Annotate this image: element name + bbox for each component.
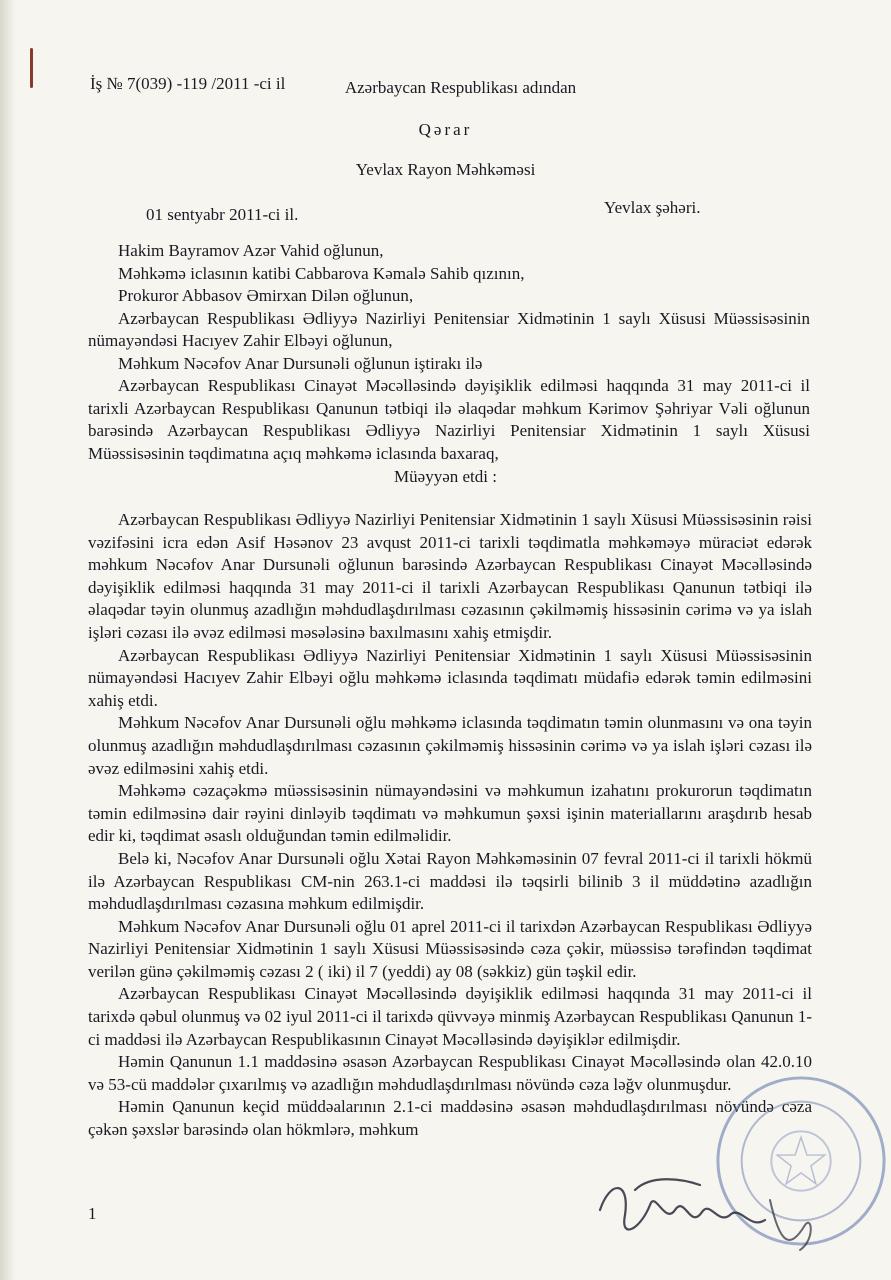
participants-section xyxy=(88,240,810,465)
decision-body xyxy=(88,509,812,1142)
signature-icon xyxy=(590,1170,820,1260)
body-paragraph: Həmin Qanunun keçid müddəalarının 2.1-ci maddəsinə əsasən məhdudlaşdırılması növündə cəza çəkən şəxslər barəsində olan hökmlərə, məhkum xyxy=(88,1097,812,1140)
case-number: İş № 7(039) -119 /2011 -ci il xyxy=(90,74,286,93)
intro-paragraph: Azərbaycan Respublikası Cinayət Məcəlləsində dəyişiklik edilməsi haqqında 31 may 2011-ci il tarixli Azərbaycan Respublikası Qanunun tətbiqi ilə əlaqədar məhkum Kərimov Şəhriyar Vəli oğlunun barəsində Azərbaycan Respublikası Ədliyyə Nazirliyi Penitensiar Xidmətinin 1 saylı Xüsusi Müəssisəsinin təqdimatına açıq məhkəmə iclasında baxaraq, xyxy=(88,376,810,463)
body-paragraph: Belə ki, Nəcəfov Anar Dursunəli oğlu Xətai Rayon Məhkəməsinin 07 fevral 2011-ci il tarixli hökmü ilə Azərbaycan Respublikası CM-nin 263.1-ci maddəsi ilə təqsirli bilinib 3 il müddətinə azadlığın məhdudlaşdırılması cəzasına məhkum edilmişdir. xyxy=(88,848,812,914)
page-edge xyxy=(0,0,14,1280)
participant-secretary: Məhkəmə iclasının katibi Cabbarova Kəmalə Sahib qızının, xyxy=(118,263,525,283)
participant-convict: Məhkum Nəcəfov Anar Dursunəli oğlunun iştirakı ilə xyxy=(118,353,483,373)
issuer-line: Azərbaycan Respublikası adından xyxy=(344,78,577,97)
decision-date: 01 sentyabr 2011-ci il. xyxy=(146,205,299,224)
participant-representative: Azərbaycan Respublikası Ədliyyə Nazirliyi Penitensiar Xidmətinin 1 saylı Xüsusi Müəssisəsinin nümayəndəsi Hacıyev Zahir Elbəyi oğlunun, xyxy=(88,308,810,350)
court-name: Yevlax Rayon Məhkəməsi xyxy=(355,160,536,179)
decision-place: Yevlax şəhəri. xyxy=(604,198,701,217)
participant-prosecutor: Prokuror Abbasov Əmirxan Dilən oğlunun, xyxy=(118,286,414,305)
body-paragraph: Azərbaycan Respublikası Cinayət Məcəlləsində dəyişiklik edilməsi haqqında 31 may 2011-ci il tarixdə qəbul olunmuş və 02 iyul 2011-ci il tarixdə qüvvəyə minmiş Azərbaycan Respublikası Qanunun 1-ci maddəsi ilə Azərbaycan Respublikasının Cinayət Məcəlləsində dəyişiklər edilmişdir. xyxy=(88,984,812,1049)
page-number: 1 xyxy=(88,1204,97,1223)
body-paragraph: Azərbaycan Respublikası Ədliyyə Nazirliyi Penitensiar Xidmətinin 1 saylı Xüsusi Müəssisəsinin nümayəndəsi Hacıyev Zahir Elbəyi oğlu məhkəmə iclasında təqdimatı müdafiə edərək təmin edilməsini xahiş etdi. xyxy=(88,645,812,710)
body-paragraph: Məhkum Nəcəfov Anar Dursunəli oğlu məhkəmə iclasında təqdimatın təmin olunmasını və ona təyin olunmuş azadlığın məhdudlaşdırılması cəzasının çəkilməmiş hissəsinin cərimə və ya islah işləri cəzası ilə əvəz edilməsini xahiş etdi. xyxy=(88,713,812,778)
body-paragraph: Məhkəmə cəzaçəkmə müəssisəsinin nümayəndəsini və məhkumun izahatını prokurorun təqdimatın təmin edilməsinə dair rəyini dinləyib təqdimatı və məhkumun şəxsi işinin materiallarını araşdırıb hesab edir ki, təqdimat əsaslı olduğundan təmin edilməlidir. xyxy=(88,781,812,846)
participant-judge: Hakim Bayramov Azər Vahid oğlunun, xyxy=(118,241,384,260)
body-paragraph: Azərbaycan Respublikası Ədliyyə Nazirliyi Penitensiar Xidmətinin 1 saylı Xüsusi Müəssisəsinin rəisi vəzifəsini icra edən Asif Həsənov 23 avqust 2011-ci tarixli təqdimatla məhkəməyə müraciət edərək məhkum Nəcəfov Anar Dursunəli oğlunun barəsində Azərbaycan Respublikası Cinayət Məcəlləsində dəyişiklik edilməsi haqqında 31 may 2011-ci il tarixli Azərbaycan Respublikası Qanunun tətbiqi ilə əlaqədar təyin olunmuş azadlığın məhdudlaşdırılması cəzasının çəkilməmiş hissəsinin cərimə və ya islah işləri cəzası ilə əvəz edilməsi məsələsinə baxılmasını xahiş etmişdir. xyxy=(88,510,812,642)
document-title: Qərar xyxy=(418,120,473,139)
body-paragraph: Məhkum Nəcəfov Anar Dursunəli oğlu 01 aprel 2011-ci il tarixdən Azərbaycan Respublikası Ədliyyə Nazirliyi Penitensiar Xidmətinin 1 saylı Xüsusi Müəssisəsində cəza çəkir, müəssisə tərəfindən təqdimat verilən günə çəkilməmiş cəzası 2 ( iki) il 7 (yeddi) ay 08 (səkkiz) gün təşkil edir. xyxy=(88,916,812,981)
section-heading: Müəyyən etdi : xyxy=(394,467,497,486)
body-paragraph: Həmin Qanunun 1.1 maddəsinə əsasən Azərbaycan Respublikası Cinayət Məcəlləsində olan 42.0.10 və 53-cü maddələr çıxarılmış və azadlığın məhdudlaşdırılması növündə cəza ləğv olunmuşdur. xyxy=(88,1052,812,1094)
